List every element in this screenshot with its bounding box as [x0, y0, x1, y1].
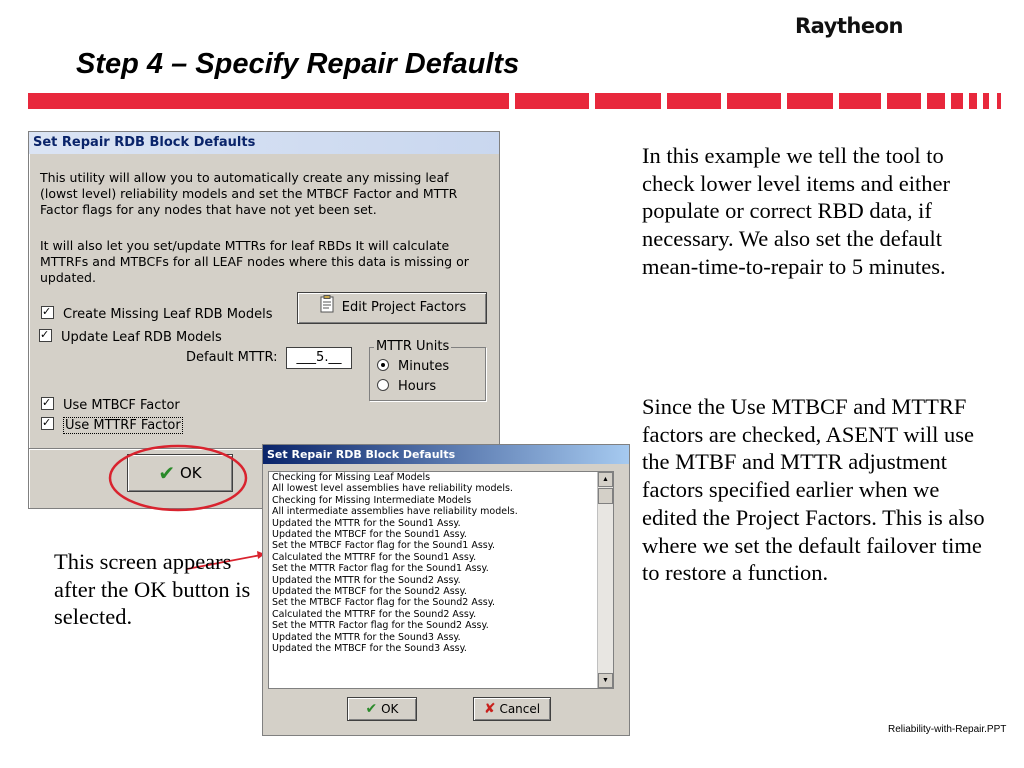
log-lines	[269, 472, 613, 655]
checkbox-check[interactable]	[41, 306, 54, 319]
stripe-segment	[951, 93, 963, 109]
use-mttrf-label: Use MTTRF Factor	[65, 418, 181, 433]
project-factors-icon	[318, 295, 336, 325]
stripe-segment	[667, 93, 721, 109]
scroll-thumb[interactable]	[598, 488, 613, 504]
update-leaf-models-checkbox[interactable]	[39, 329, 222, 345]
log-line: Set the MTBCF Factor flag for the Sound2 Assy.	[272, 597, 496, 609]
ok-label: OK	[381, 702, 399, 716]
use-mtbcf-label: Use MTBCF Factor	[63, 398, 180, 413]
minutes-radio[interactable]	[377, 359, 449, 374]
vertical-scrollbar[interactable]	[597, 472, 613, 688]
stripe-segment	[887, 93, 921, 109]
edit-project-factors-label: Edit Project Factors	[341, 300, 467, 315]
intro-paragraph: This utility will allow you to automatically create any missing leaf (lowst level) reliability models and set the MTBCF Factor and MTTR Factor flags for any nodes that have not yet been set.	[40, 170, 458, 217]
ok-label: OK	[179, 464, 202, 482]
minutes-label: Minutes	[398, 359, 450, 374]
mttr-units-label: MTTR Units	[376, 339, 450, 354]
log-line: Updated the MTBCF for the Sound3 Assy.	[272, 643, 467, 655]
log-line: Calculated the MTTRF for the Sound2 Assy.	[272, 608, 477, 620]
check-icon: ✔	[158, 461, 176, 485]
right-paragraph-1: In this example we tell the tool to check lower level items and either populate or correct RBD data, if necessary. We also set the default mean-time-to-repair to 5 minutes.	[642, 143, 950, 279]
log-line: Updated the MTBCF for the Sound1 Assy.	[272, 529, 467, 541]
caption-text: This screen appears after the OK button is selected.	[54, 549, 251, 630]
check-icon: ✔	[365, 701, 378, 717]
create-missing-models-checkbox[interactable]	[41, 306, 273, 322]
log-line: All lowest level assemblies have reliability models.	[272, 483, 513, 495]
log-line: Checking for Missing Leaf Models	[272, 472, 431, 483]
checkbox-check[interactable]	[41, 397, 54, 410]
repair-defaults-log-dialog	[262, 444, 630, 736]
radio-indicator[interactable]	[377, 379, 389, 391]
stripe-segment	[28, 93, 509, 109]
stripe-segment	[969, 93, 977, 109]
stripe-segment	[997, 93, 1001, 109]
update-leaf-models-label: Update Leaf RDB Models	[61, 330, 222, 345]
log-line: Updated the MTTR for the Sound1 Assy.	[272, 517, 461, 529]
stripe-segment	[595, 93, 661, 109]
checkbox-check[interactable]	[39, 329, 52, 342]
stripe-segment	[983, 93, 989, 109]
log-line: All intermediate assemblies have reliability models.	[272, 506, 518, 518]
edit-project-factors-button[interactable]	[297, 292, 487, 324]
stripe-segment	[787, 93, 833, 109]
log-list[interactable]	[268, 471, 614, 689]
right-paragraph-2: Since the Use MTBCF and MTTRF factors are checked, ASENT will use the MTBF and MTTR adjustment factors specified earlier when we edited the Project Factors. This is also where we set the default failover time to restore a function.	[642, 394, 985, 586]
checkbox-check[interactable]	[41, 417, 54, 430]
footer-filename: Reliability-with-Repair.PPT	[888, 724, 1007, 735]
log-line: Updated the MTBCF for the Sound2 Assy.	[272, 586, 467, 598]
use-mttrf-factor-checkbox[interactable]	[41, 417, 183, 433]
cancel-label: Cancel	[499, 702, 541, 716]
use-mtbcf-factor-checkbox[interactable]	[41, 397, 180, 413]
stripe-segment	[515, 93, 589, 109]
default-mttr-input[interactable]: ___5.__	[286, 347, 352, 369]
dialog-titlebar: Set Repair RDB Block Defaults	[29, 132, 499, 154]
hours-radio[interactable]	[377, 379, 436, 394]
radio-indicator[interactable]	[377, 359, 389, 371]
hours-label: Hours	[398, 379, 437, 394]
mttr-paragraph: It will also let you set/update MTTRs for leaf RBDs It will calculate MTTRFs and MTBCFs for all LEAF nodes where this data is missing or updated.	[40, 238, 469, 285]
log-line: Set the MTBCF Factor flag for the Sound1 Assy.	[272, 540, 496, 552]
slide-title: Step 4 – Specify Repair Defaults	[76, 48, 520, 80]
log-line: Calculated the MTTRF for the Sound1 Assy.	[272, 551, 477, 563]
scroll-down-icon[interactable]: ▼	[598, 673, 613, 688]
log-line: Updated the MTTR for the Sound3 Assy.	[272, 631, 461, 643]
log-cancel-button[interactable]	[473, 697, 551, 721]
cancel-icon: ✘	[483, 701, 496, 717]
dialog-titlebar: Set Repair RDB Block Defaults	[263, 445, 629, 464]
create-missing-models-label: Create Missing Leaf RDB Models	[63, 307, 273, 322]
log-line: Checking for Missing Intermediate Models	[272, 494, 472, 506]
stripe-segment	[839, 93, 881, 109]
stripe-segment	[727, 93, 781, 109]
default-mttr-label: Default MTTR:	[186, 350, 278, 365]
log-ok-button[interactable]	[347, 697, 417, 721]
stripe-segment	[927, 93, 945, 109]
log-line: Set the MTTR Factor flag for the Sound2 Assy.	[272, 620, 489, 632]
raytheon-logo: Raytheon	[795, 14, 903, 38]
scroll-up-icon[interactable]: ▲	[598, 472, 613, 487]
log-line: Updated the MTTR for the Sound2 Assy.	[272, 574, 461, 586]
log-line: Set the MTTR Factor flag for the Sound1 Assy.	[272, 563, 489, 575]
ok-highlight-ellipse	[106, 442, 250, 514]
